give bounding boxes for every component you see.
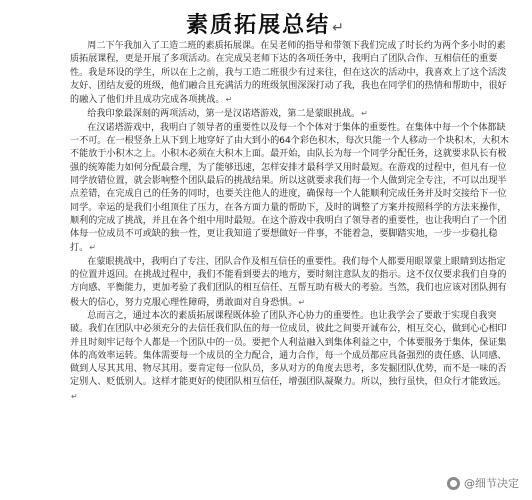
paragraph-intro bbox=[70, 40, 510, 107]
paragraph-mark-icon: ↵ bbox=[361, 109, 368, 119]
paragraph-mark-icon: ↵ bbox=[71, 391, 78, 401]
paragraph-activities-text: 给我印象最深刻的两项活动，第一是汉诺塔游戏，第二是蒙眼挑战。 bbox=[87, 109, 361, 120]
paragraph-mark-icon: ↵ bbox=[89, 243, 96, 253]
watermark-text: @细节决定 bbox=[464, 477, 519, 490]
paragraph-mark-icon: ↵ bbox=[332, 20, 346, 36]
paragraph-hanoi bbox=[70, 122, 510, 256]
paragraph-mark-icon: ↵ bbox=[298, 297, 306, 307]
paragraph-intro-text: 周二下午我加入了工造二班的素质拓展课。在吴老师的指导和带领下我们完成了时长约为两个多小时的素质拓展课程，更是开展了多项活动。在完成吴老师下达的各项任务中，我明白了团队合作、互相信任的重要性。我是环设的学生，所以在上之前，我与工造二班很少有过来往，但在这次的活动中，我喜欢上了这个活泼友好、团结友爱的班级，他们融合且充满活力的班级氛围深深打动了我，我也在同学们的热情和帮助中，很好的融入了他们并且成功完成各项挑战。 bbox=[70, 41, 507, 106]
document-body bbox=[70, 40, 510, 404]
paragraph-blindfold bbox=[70, 256, 510, 310]
title-text: 素质拓展总结 bbox=[186, 13, 331, 38]
paragraph-mark-icon: ↵ bbox=[225, 95, 233, 105]
paragraph-blindfold-text: 在蒙眼挑战中，我明白了专注、团队合作及相互信任的重要性。我们每个人都要用眼罩蒙上眼睛到达指定的位置并返回。在挑战过程中，我们不能看到要去的地方，要时刻注意队友的指示。这不仅仅要求我们自身的方向感、平衡能力，更加考验了我们团队的相互信任、互帮互助有极大的考验。当然，我们也应该对团队拥有极大的信心，努力克服心理性障碍，勇敢面对自身恐惧。 bbox=[70, 256, 507, 308]
watermark-logo-icon bbox=[447, 477, 460, 490]
document-title bbox=[0, 8, 532, 39]
paragraph-hanoi-text: 在汉诺塔游戏中，我明白了领导者的重要性以及每一个个体对于集体的重要性。在集体中每一个个体都缺一不可。在一根竖条上从下到上地穿好了由大到小的64个彩色积木，每次只能一个人移动一个块积木，大积木不能放于小积木之上。小积木必须在大积木上面。最开始，由队长为每一个同学分配任务，这就要求队长有极强的统筹能力如何分配最合理，为了能够迅速，怎样安排才最科学又用时最短。在游戏的过程中，但凡有一位同学放错位置，就会影响整个团队最后的挑战结果。所以这就要求我们每一个人做到完全专注，不可以出现半点差错，在完成自己的任务的同时，也要关注他人的进度，确保每一个人能顺利完成任务并及时交接给下一位同学。幸运的是我们小组顶住了压力，在各方面力量的帮助下，及时的调整了方案并按照科学的方法来操作，顺利的完成了挑战，并且在各个组中用时最短。在这个游戏中我明白了领导者的重要性，也让我明白了一个团体每一位成员不可或缺的独一性，更让我知道了要想做好一件事，不能着急，要脚踏实地，一步一步稳扎稳打。 bbox=[70, 122, 509, 254]
paragraph-conclusion-text: 总而言之，通过本次的素质拓展课程既体验了团队齐心协力的重要性。也让我学会了要敢于实现自我突破。我们在团队中必须充分的去信任我们队伍的每一位成员，彼此之间要开诚布公，相互交心，做到心心相印并且时刻牢记每个人都是一个团队中的一员。要把个人利益融入到集体利益之中，个体要服务于集体，保证集体的高效率运转。集体需要每一个成员的全力配合，通力合作，每一个成员都应具备强烈的责任感、认同感、做到人尽其其用、物尽其用。要肯定每一位队员，多从对方的角度去思考，多发掘团队优势，而不是一味的否定别人、贬低别人。这样才能更好的使团队相互信任，增强团队凝聚力。所以，独行虽快，但众行才能致远。 bbox=[70, 310, 507, 388]
watermark bbox=[444, 474, 522, 492]
paragraph-conclusion bbox=[70, 310, 510, 404]
paragraph-activities-heading bbox=[70, 107, 510, 121]
